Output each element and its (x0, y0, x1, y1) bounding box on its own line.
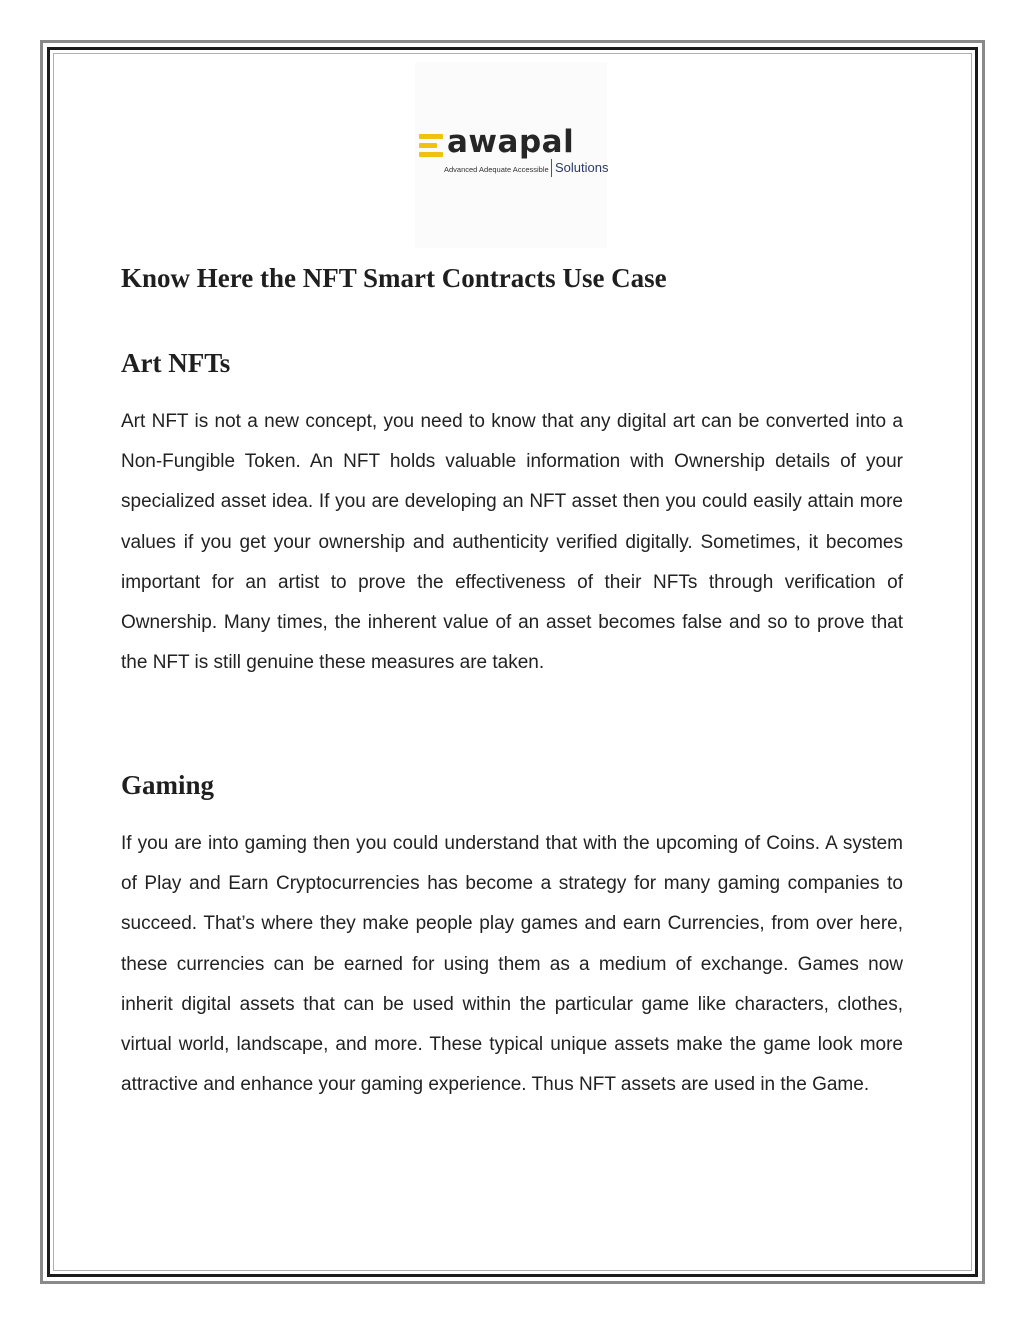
section-heading-art-nfts: Art NFTs (121, 348, 231, 378)
logo-stripes-icon (419, 134, 445, 158)
section-body-gaming: If you are into gaming then you could understand that with the upcoming of Coins. A system of Play and Earn Cryptocurrencies has become a strategy for many gaming companies to succeed. That’s where they make people play games and earn Currencies, from over here, these currencies can be earned for using them as a medium of exchange. Games now inherit digital assets that can be used within the particular game like characters, clothes, virtual world, landscape, and more. These typical unique assets make the game look more attractive and enhance your gaming experience. Thus NFT assets are used in the Game. (121, 833, 903, 1096)
logo-wordmark: awapal (447, 124, 575, 160)
company-logo (415, 62, 607, 248)
logo-tagline: Advanced Adequate Accessible (444, 165, 549, 174)
section-heading-gaming: Gaming (121, 770, 215, 800)
section-body-art-nfts: Art NFT is not a new concept, you need to know that any digital art can be converted into a Non-Fungible Token. An NFT holds valuable information with Ownership details of your specialized asset idea. If you are developing an NFT asset then you could easily attain more values if you get your ownership and authenticity verified digitally. Sometimes, it becomes important for an artist to prove the effectiveness of their NFTs through verification of Ownership. Many times, the inherent value of an asset becomes false and so to prove that the NFT is still genuine these measures are taken. (121, 411, 903, 674)
logo-solutions: Solutions (551, 159, 608, 177)
document-title: Know Here the NFT Smart Contracts Use Case (121, 263, 667, 293)
